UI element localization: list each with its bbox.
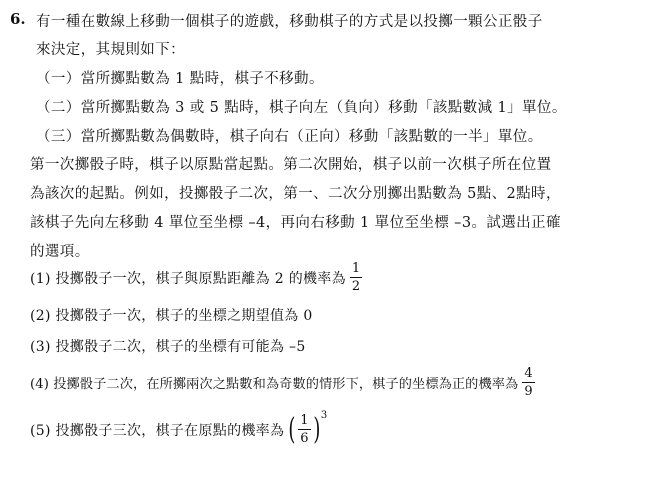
option-2 (30, 305, 313, 325)
option-3-text: (3) 投擲骰子二次，棋子的坐標有可能為 –5 (30, 339, 306, 355)
option-2-text: (2) 投擲骰子一次，棋子的坐標之期望值為 0 (30, 308, 313, 324)
right-paren: ) (313, 411, 321, 447)
option-1-fraction (350, 262, 363, 293)
option-5 (30, 410, 328, 447)
option-1-denominator: 2 (351, 279, 361, 294)
option-4-numerator: 4 (524, 366, 533, 381)
option-4-denominator: 9 (524, 384, 533, 399)
option-4-fraction (522, 367, 534, 398)
option-1 (30, 262, 362, 293)
option-5-denominator: 6 (300, 431, 309, 446)
option-5-text: (5) 投擲骰子三次，棋子在原點的機率為 (30, 422, 285, 439)
option-1-numerator: 1 (351, 261, 361, 276)
question-line-9: 的選項。 (30, 244, 90, 260)
rule-2: （二）當所擲點數為 3 或 5 點時，棋子向左（負向）移動「該點數減 1」單位。 (36, 100, 567, 116)
question-line-1: 有一種在數線上移動一個棋子的遊戲，移動棋子的方式是以投擲一顆公正骰子 (36, 14, 543, 30)
option-1-text: (1) 投擲骰子一次，棋子與原點距離為 2 的機率為 (30, 270, 346, 287)
question-line-2: 來決定，其規則如下： (36, 42, 185, 58)
option-4-text: (4) 投擲骰子二次，在所擲兩次之點數和為奇數的情形下，棋子的坐標為正的機率為 (30, 377, 519, 392)
rule-1: （一）當所擲點數為 1 點時，棋子不移動。 (36, 71, 324, 87)
option-5-fraction (298, 414, 311, 445)
question-number: 6. (10, 10, 26, 28)
rule-3: （三）當所擲點數為偶數時，棋子向右（正向）移動「該點數的一半」單位。 (36, 129, 543, 145)
question-line-8: 該棋子先向左移動 4 單位至坐標 –4，再向右移動 1 單位至坐標 –3。試選出正確 (30, 215, 561, 231)
option-3 (30, 336, 306, 356)
option-5-power (286, 410, 328, 447)
option-4 (30, 367, 535, 398)
left-paren: ( (288, 411, 296, 447)
question-line-6: 第一次擲骰子時，棋子以原點當起點。第二次開始，棋子以前一次棋子所在位置 (30, 157, 552, 173)
question-line-7: 為該次的起點。例如，投擲骰子二次，第一、二次分別擲出點數為 5點、2點時， (30, 186, 561, 202)
option-5-numerator: 1 (300, 413, 309, 428)
option-5-exponent: 3 (320, 410, 328, 421)
